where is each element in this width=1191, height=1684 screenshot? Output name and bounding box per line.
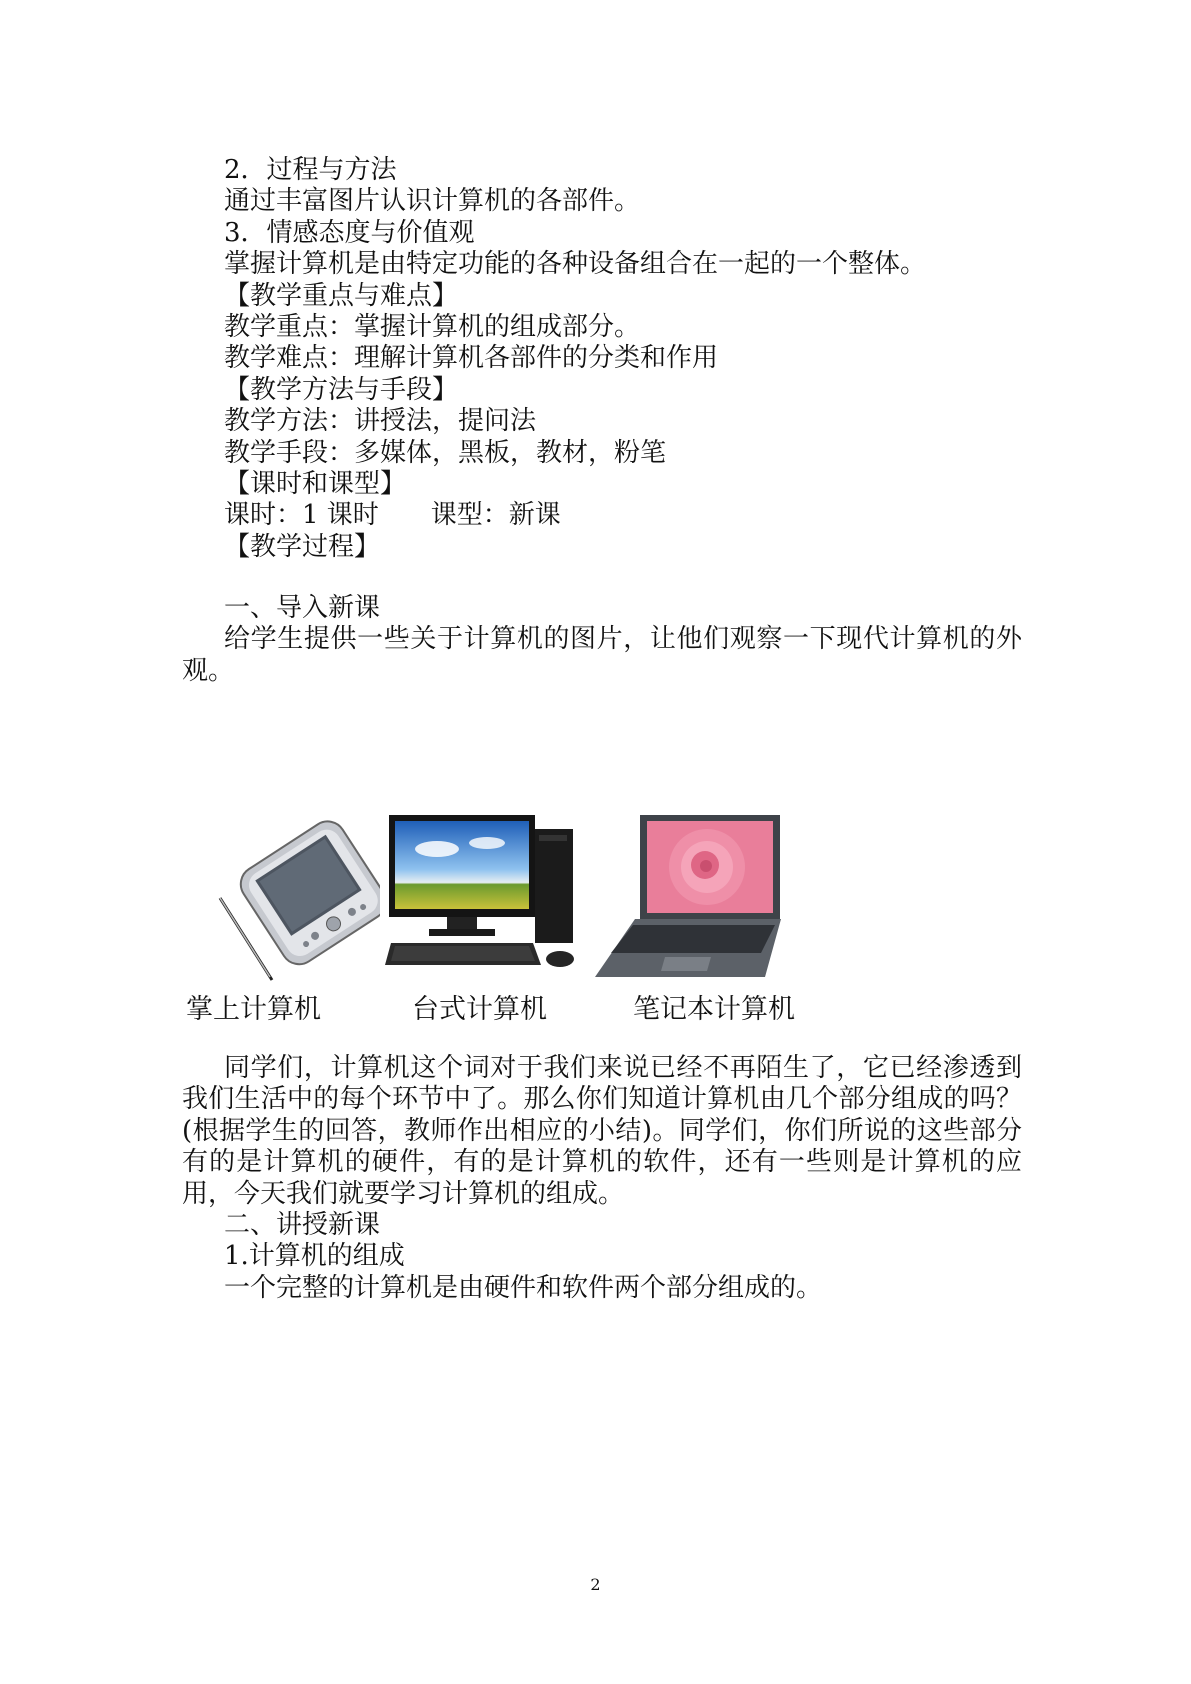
section-introduction	[182, 593, 1022, 687]
text-teaching-means: 教学手段：多媒体，黑板，教材，粉笔	[224, 437, 667, 468]
text-process-method: 通过丰富图片认识计算机的各部件。	[224, 186, 641, 217]
text-teaching-methods: 教学方法：讲授法，提问法	[224, 406, 537, 437]
caption-desktop-computer: 台式计算机	[412, 994, 547, 1025]
objectives-and-methods-block	[182, 155, 1022, 563]
paragraph-discussion: 同学们，计算机这个词对于我们来说已经不再陌生了，它已经渗透到我们生活中的每个环节中了。那么你们知道计算机由几个部分组成的吗？(根据学生的回答，教师作出相应的小结)。同学们，你们所说的这些部分有的是计算机的硬件，有的是计算机的软件，还有一些则是计算机的应用，今天我们就要学习计算机的组成。	[182, 1053, 1022, 1209]
heading-key-points: 【教学重点与难点】	[224, 280, 459, 311]
desktop-computer-image	[385, 815, 575, 985]
subsection-title-composition: 1.计算机的组成	[224, 1241, 405, 1272]
section-title-introduction: 一、导入新课	[224, 593, 381, 623]
section-title-new-lesson: 二、讲授新课	[224, 1210, 381, 1241]
text-difficult-point: 教学难点：理解计算机各部件的分类和作用	[224, 343, 719, 374]
text-attitude-values: 掌握计算机是由特定功能的各种设备组合在一起的一个整体。	[224, 249, 927, 280]
heading-teaching-process: 【教学过程】	[224, 531, 381, 562]
heading-attitude-values: 3．情感态度与价值观	[224, 217, 475, 248]
caption-laptop-computer: 笔记本计算机	[633, 994, 795, 1025]
caption-handheld-computer: 掌上计算机	[186, 994, 321, 1025]
page-number: 2	[590, 1575, 601, 1594]
computer-types-figure	[190, 815, 890, 985]
heading-process-method: 2．过程与方法	[224, 155, 397, 185]
section-new-lesson	[182, 1053, 1022, 1304]
heading-methods: 【教学方法与手段】	[224, 374, 459, 405]
text-key-point: 教学重点：掌握计算机的组成部分。	[224, 312, 641, 343]
handheld-computer-image	[200, 815, 380, 985]
paragraph-introduction: 给学生提供一些关于计算机的图片，让他们观察一下现代计算机的外观。	[182, 624, 1022, 686]
laptop-computer-image	[585, 815, 785, 985]
heading-class-hours: 【课时和课型】	[224, 469, 407, 500]
text-class-hours: 课时：1 课时 课型：新课	[224, 500, 561, 531]
paragraph-composition: 一个完整的计算机是由硬件和软件两个部分组成的。	[224, 1272, 823, 1303]
